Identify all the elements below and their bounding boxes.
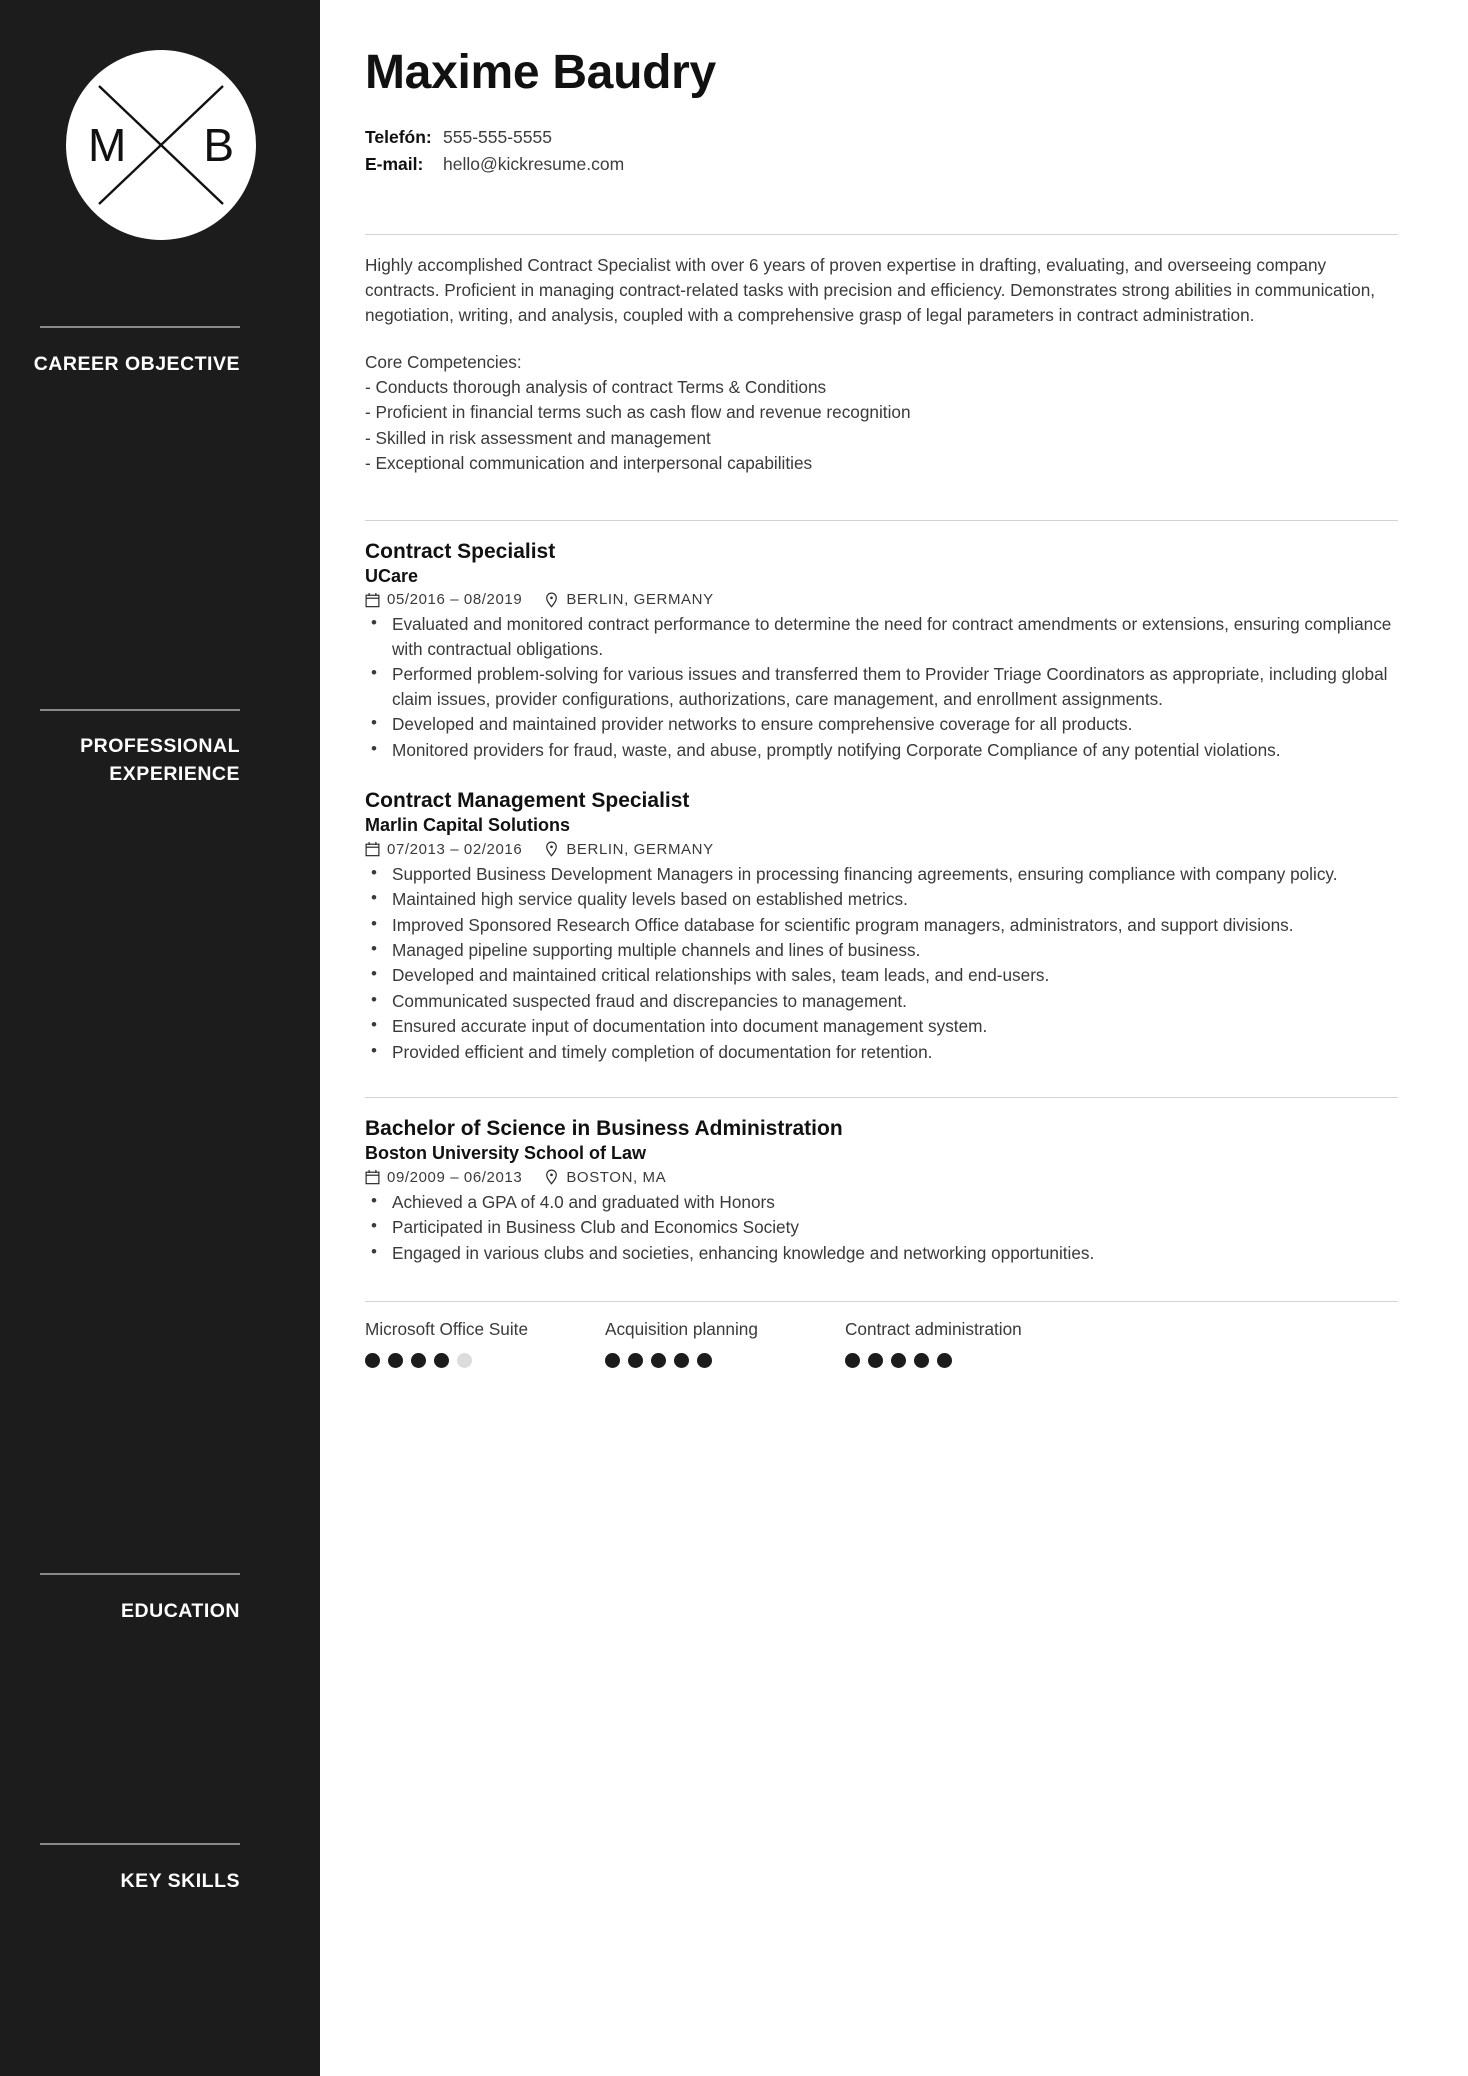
rating-dot-filled [937, 1353, 952, 1368]
sidebar-rule-experience [40, 709, 240, 711]
rating-dot-filled [365, 1353, 380, 1368]
job-meta [365, 591, 1398, 608]
career-objective-summary: Highly accomplished Contract Specialist with over 6 years of proven expertise in drafting, evaluating, and overseeing company contracts. Proficient in managing contract-related tasks with precision and efficiency. Demonstrates strong abilities in communication, negotiation, writing, and analysis, coupled with a comprehensive grasp of legal parameters in contract administration. [365, 254, 1376, 326]
skill-name: Microsoft Office Suite [365, 1319, 529, 1339]
job-bullets [365, 862, 1398, 1064]
education-location: BOSTON, MA [566, 1168, 667, 1186]
education-degree: Bachelor of Science in Business Administration [365, 1117, 843, 1141]
skill-rating [365, 1353, 605, 1368]
contact-email-value[interactable]: hello@kickresume.com [443, 153, 625, 174]
career-objective-body [365, 235, 1398, 476]
core-competency-item: - Proficient in financial terms such as cash flow and revenue recognition [365, 402, 911, 423]
list-item: • Communicated suspected fraud and discrepancies to management. [365, 989, 1398, 1013]
contact-phone-label: Telefón: [365, 127, 432, 148]
skill-name: Contract administration [845, 1319, 1022, 1339]
job-dates: 05/2016 – 08/2019 [387, 591, 523, 609]
job-company: UCare [365, 565, 419, 586]
rating-dot-filled [605, 1353, 620, 1368]
list-item: • Improved Sponsored Research Office database for scientific program managers, administrators, and support divisions. [365, 913, 1398, 937]
skill-item [365, 1318, 605, 1368]
monogram-circle [66, 50, 256, 240]
rating-dot-filled [434, 1353, 449, 1368]
resume-header [365, 0, 1398, 177]
rating-dot-filled [845, 1353, 860, 1368]
location-pin-icon [544, 1169, 559, 1185]
job-title: Contract Specialist [365, 539, 556, 563]
contact-phone-value[interactable]: 555-555-5555 [443, 127, 552, 148]
job-meta [365, 841, 1398, 858]
rating-dot-filled [674, 1353, 689, 1368]
experience-body [365, 521, 1398, 1064]
skill-name: Acquisition planning [605, 1319, 758, 1339]
sidebar [0, 0, 320, 2076]
contact-email-row [365, 151, 1398, 177]
main-content [320, 0, 1468, 2076]
location-pin-icon [544, 592, 559, 608]
skill-item [605, 1318, 845, 1368]
list-item: • Performed problem-solving for various issues and transferred them to Provider Triage Coordinators as appropriate, including global claim issues, provider configurations, authorizations, care management, and enrollment assignments. [365, 662, 1398, 711]
education-body [365, 1098, 1398, 1265]
rating-dot-filled [914, 1353, 929, 1368]
rating-dot-filled [628, 1353, 643, 1368]
job-location: BERLIN, GERMANY [566, 840, 714, 858]
location-pin-icon [544, 841, 559, 857]
skill-item [845, 1318, 1085, 1368]
rating-dot-filled [651, 1353, 666, 1368]
section-professional-experience [365, 520, 1398, 1064]
list-item: • Engaged in various clubs and societies, enhancing knowledge and networking opportunities. [365, 1241, 1398, 1265]
job-title: Contract Management Specialist [365, 788, 690, 812]
section-education [365, 1097, 1398, 1265]
rating-dot-filled [697, 1353, 712, 1368]
list-item: • Evaluated and monitored contract performance to determine the need for contract amendments or extensions, ensuring compliance with contractual obligations. [365, 612, 1398, 661]
sidebar-rule-education [40, 1573, 240, 1575]
list-item: • Participated in Business Club and Economics Society [365, 1215, 1398, 1239]
job-location: BERLIN, GERMANY [566, 591, 714, 609]
education-school: Boston University School of Law [365, 1143, 647, 1164]
page-title: Maxime Baudry [365, 46, 716, 99]
experience-entry [365, 788, 1398, 1064]
monogram-logo [66, 50, 256, 240]
education-meta [365, 1169, 1398, 1186]
list-item: • Achieved a GPA of 4.0 and graduated with Honors [365, 1190, 1398, 1214]
education-dates: 09/2009 – 06/2013 [387, 1168, 523, 1186]
list-item: • Maintained high service quality levels based on established metrics. [365, 887, 1398, 911]
core-competency-item: - Exceptional communication and interpersonal capabilities [365, 452, 813, 473]
list-item: • Managed pipeline supporting multiple channels and lines of business. [365, 938, 1398, 962]
section-career-objective [365, 234, 1398, 476]
section-key-skills [365, 1301, 1398, 1368]
rating-dot-filled [891, 1353, 906, 1368]
rating-dot-filled [411, 1353, 426, 1368]
calendar-icon [365, 1169, 380, 1185]
core-competency-item: - Skilled in risk assessment and management [365, 427, 711, 448]
rating-dot-filled [868, 1353, 883, 1368]
list-item: • Supported Business Development Managers in processing financing agreements, ensuring compliance with company policy. [365, 862, 1398, 886]
contact-phone-row [365, 124, 1398, 150]
list-item: • Ensured accurate input of documentation into document management system. [365, 1014, 1398, 1038]
list-item: • Provided efficient and timely completion of documentation for retention. [365, 1040, 1398, 1064]
job-company: Marlin Capital Solutions [365, 815, 571, 836]
contact-email-label: E-mail: [365, 153, 424, 174]
monogram-letter-right: B [203, 119, 234, 171]
list-item: • Developed and maintained critical relationships with sales, team leads, and end-users. [365, 963, 1398, 987]
list-item: • Monitored providers for fraud, waste, and abuse, promptly notifying Corporate Compliance of any potential violations. [365, 738, 1398, 762]
monogram-letter-left: M [88, 119, 127, 171]
sidebar-label-education: EDUCATION [121, 1600, 240, 1622]
sidebar-label-experience-line1: PROFESSIONAL [80, 735, 240, 757]
rating-dot-filled [388, 1353, 403, 1368]
sidebar-rule-career-objective [40, 326, 240, 328]
calendar-icon [365, 841, 380, 857]
key-skills-grid [365, 1302, 1398, 1368]
education-bullets [365, 1190, 1398, 1265]
sidebar-rule-key-skills [40, 1843, 240, 1845]
skill-rating [605, 1353, 845, 1368]
education-entry [365, 1116, 1398, 1265]
sidebar-label-experience-line2: EXPERIENCE [109, 763, 240, 785]
sidebar-label-key-skills: KEY SKILLS [120, 1870, 240, 1892]
skill-rating [845, 1353, 1085, 1368]
core-competencies-title: Core Competencies: [365, 352, 522, 373]
experience-entry [365, 539, 1398, 762]
cross-x-icon [66, 50, 256, 240]
calendar-icon [365, 592, 380, 608]
sidebar-label-career-objective: CAREER OBJECTIVE [33, 353, 240, 375]
core-competency-item: - Conducts thorough analysis of contract Terms & Conditions [365, 377, 827, 398]
job-bullets [365, 612, 1398, 762]
rating-dot-empty [457, 1353, 472, 1368]
list-item: • Developed and maintained provider networks to ensure comprehensive coverage for all products. [365, 712, 1398, 736]
job-dates: 07/2013 – 02/2016 [387, 840, 523, 858]
